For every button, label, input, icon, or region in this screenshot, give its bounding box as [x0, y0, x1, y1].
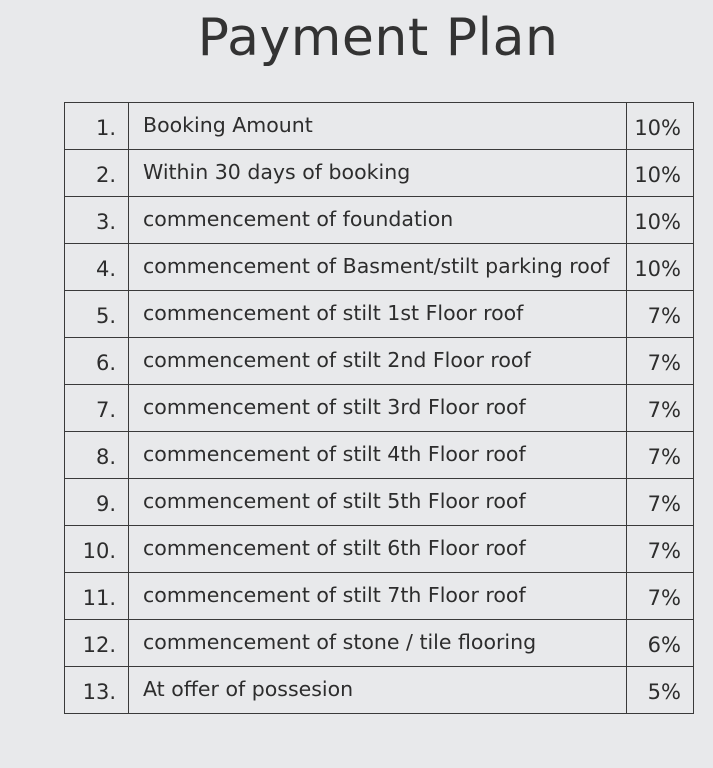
payment-plan-rows [65, 103, 694, 714]
row-description: commencement of stilt 2nd Floor roof [129, 338, 627, 385]
row-description: commencement of stilt 7th Floor roof [129, 573, 627, 620]
row-number: 1. [65, 103, 129, 150]
row-percentage: 7% [627, 385, 694, 432]
row-description: Within 30 days of booking [129, 150, 627, 197]
row-number: 9. [65, 479, 129, 526]
row-number: 7. [65, 385, 129, 432]
row-percentage: 7% [627, 432, 694, 479]
row-number: 8. [65, 432, 129, 479]
row-percentage: 10% [627, 150, 694, 197]
table-row [65, 338, 694, 385]
row-number: 2. [65, 150, 129, 197]
row-percentage: 5% [627, 667, 694, 714]
table-row [65, 244, 694, 291]
row-description: commencement of stilt 3rd Floor roof [129, 385, 627, 432]
payment-plan-table-wrapper [64, 102, 693, 714]
row-percentage: 10% [627, 103, 694, 150]
table-row [65, 573, 694, 620]
row-description: commencement of foundation [129, 197, 627, 244]
row-description: commencement of stilt 1st Floor roof [129, 291, 627, 338]
table-row [65, 197, 694, 244]
row-percentage: 7% [627, 338, 694, 385]
row-description: At offer of possesion [129, 667, 627, 714]
row-number: 10. [65, 526, 129, 573]
row-percentage: 10% [627, 244, 694, 291]
row-description: commencement of stone / tile flooring [129, 620, 627, 667]
table-row [65, 291, 694, 338]
row-percentage: 7% [627, 479, 694, 526]
row-percentage: 6% [627, 620, 694, 667]
page-title: Payment Plan [197, 8, 559, 68]
row-number: 6. [65, 338, 129, 385]
row-description: Booking Amount [129, 103, 627, 150]
row-percentage: 7% [627, 526, 694, 573]
row-number: 3. [65, 197, 129, 244]
row-number: 13. [65, 667, 129, 714]
table-row [65, 103, 694, 150]
row-percentage: 10% [627, 197, 694, 244]
table-row [65, 150, 694, 197]
table-row [65, 385, 694, 432]
table-row [65, 620, 694, 667]
row-number: 5. [65, 291, 129, 338]
table-row [65, 479, 694, 526]
row-number: 11. [65, 573, 129, 620]
row-description: commencement of stilt 6th Floor roof [129, 526, 627, 573]
payment-plan-table [64, 102, 694, 714]
row-description: commencement of stilt 5th Floor roof [129, 479, 627, 526]
table-row [65, 526, 694, 573]
table-row [65, 432, 694, 479]
table-row [65, 667, 694, 714]
row-percentage: 7% [627, 291, 694, 338]
row-description: commencement of stilt 4th Floor roof [129, 432, 627, 479]
row-description: commencement of Basment/stilt parking roof [129, 244, 627, 291]
row-percentage: 7% [627, 573, 694, 620]
row-number: 4. [65, 244, 129, 291]
row-number: 12. [65, 620, 129, 667]
